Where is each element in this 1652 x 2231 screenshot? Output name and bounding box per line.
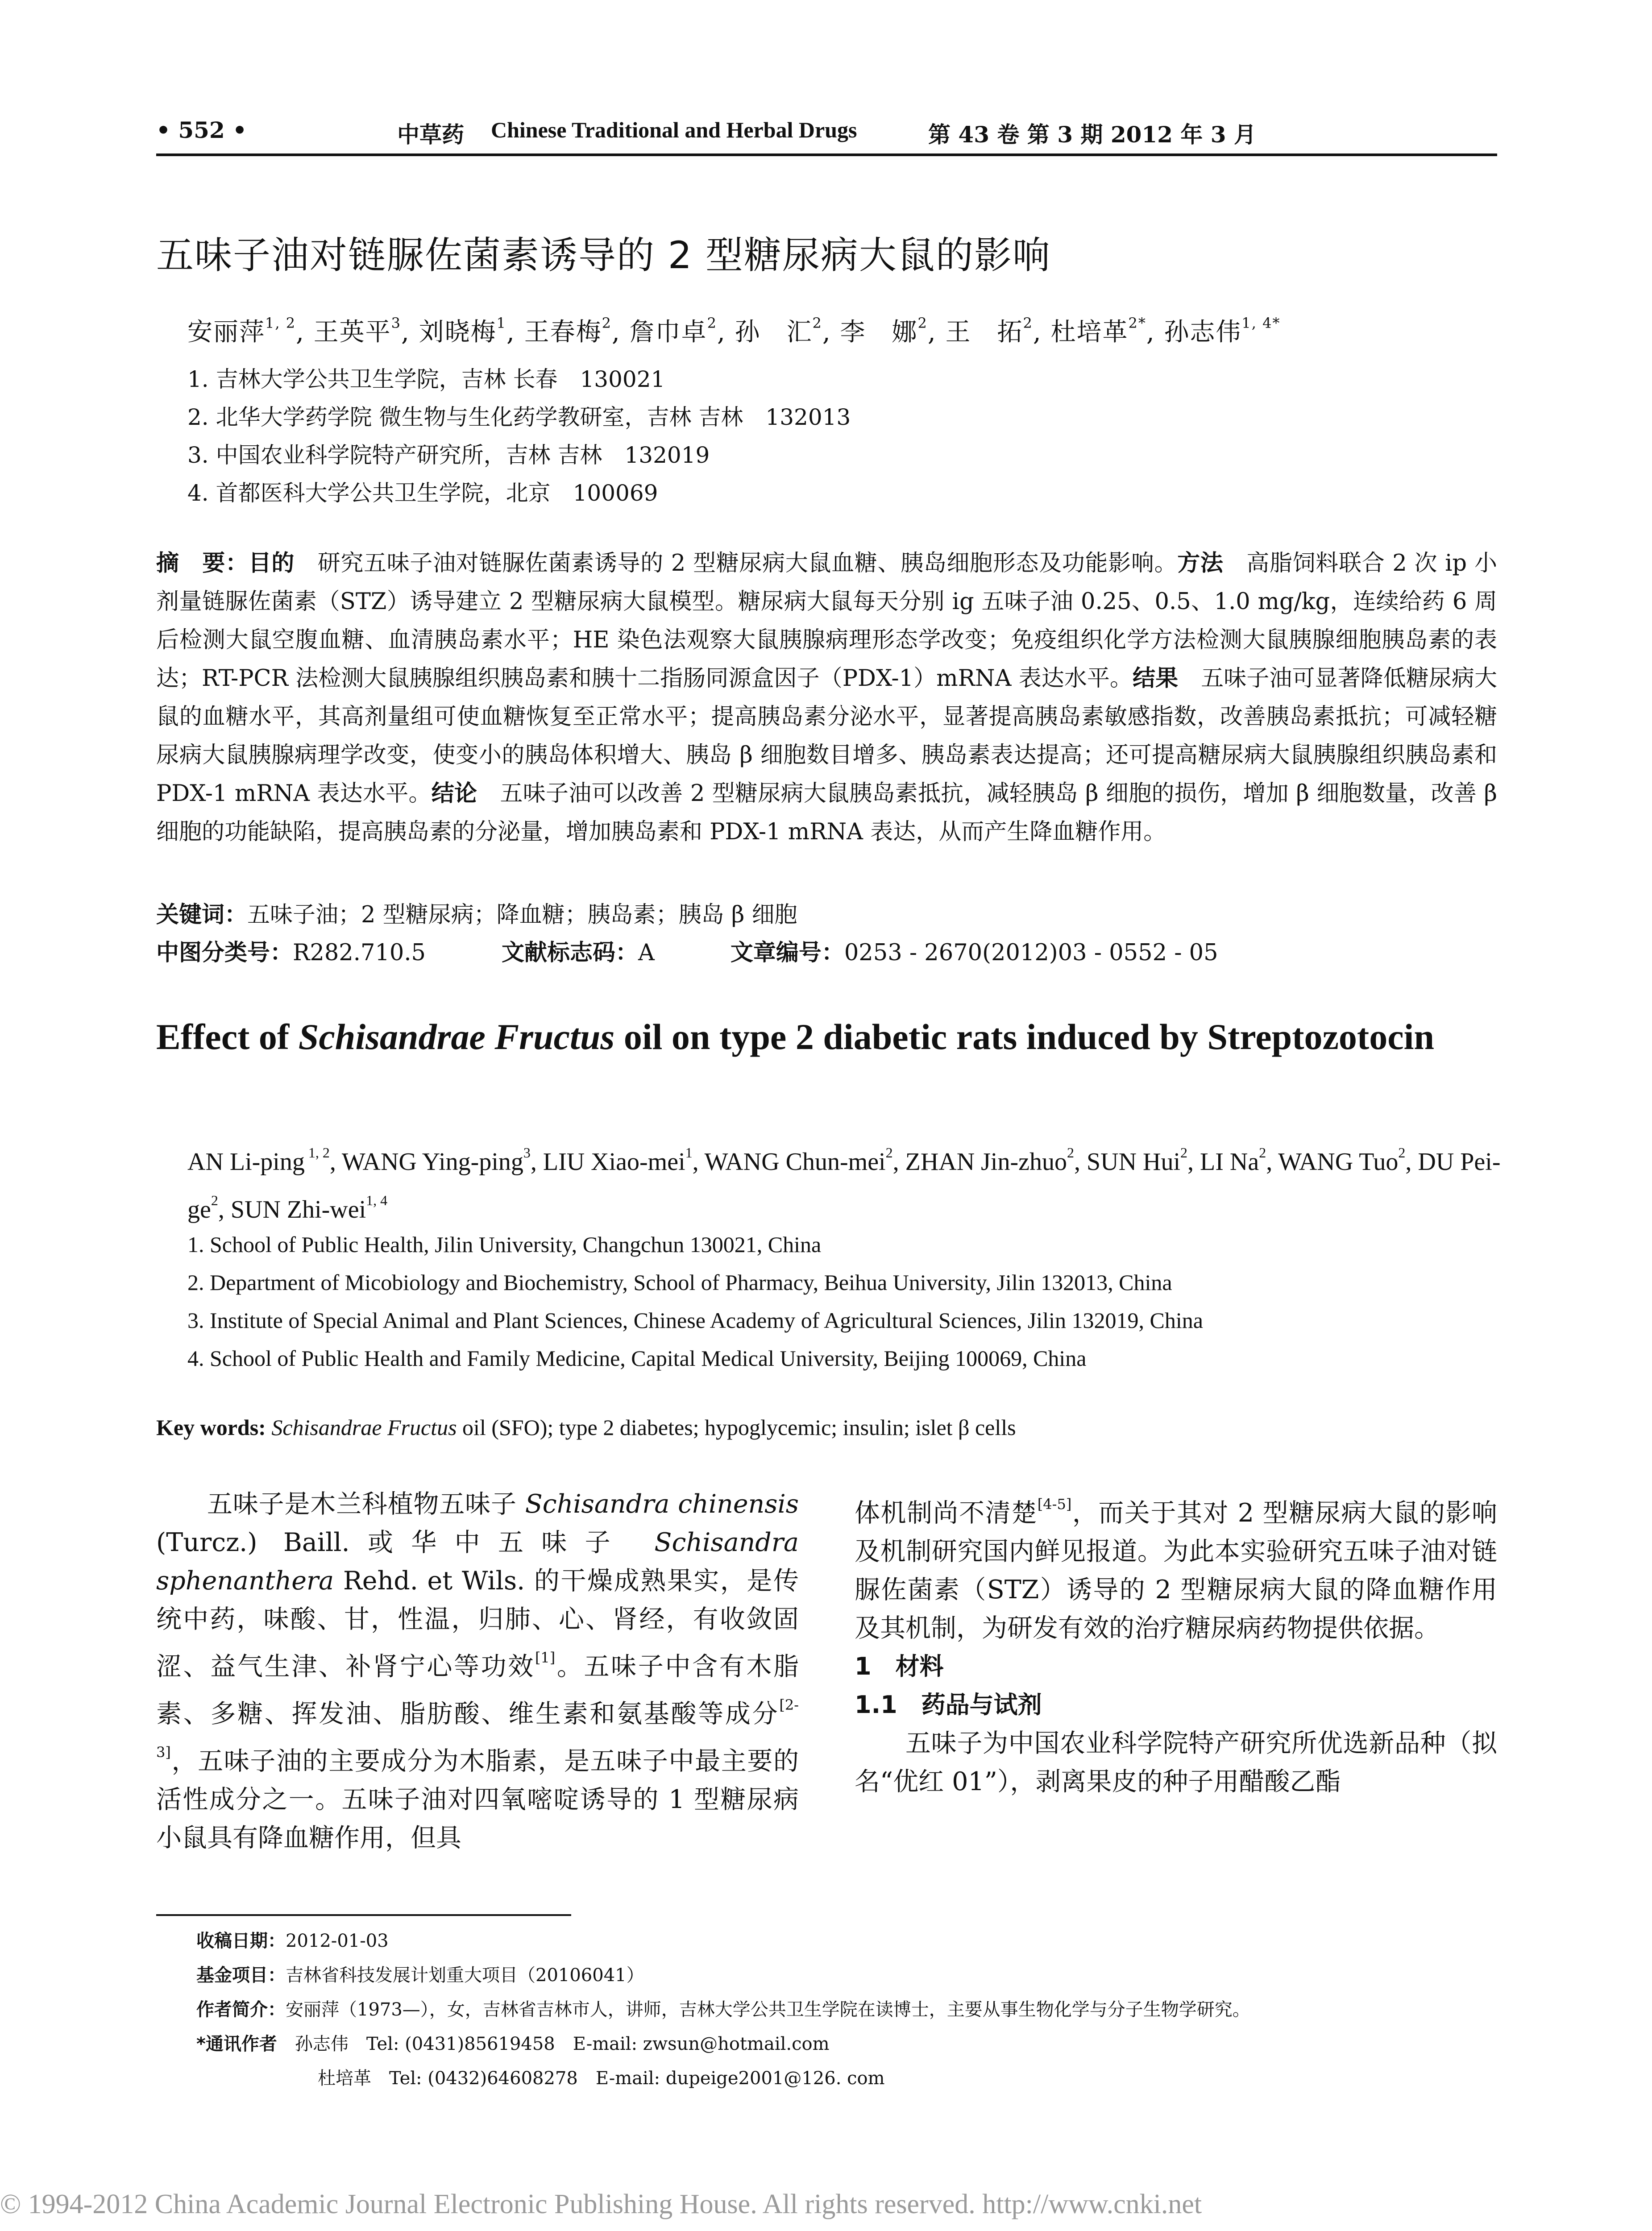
footnote-label: 基金项目： — [196, 1965, 286, 1986]
body-column-left — [156, 1485, 799, 1857]
body-text: ，五味子油的主要成分为木脂素，是五味子中最主要的活性成分之一。五味子油对四氧嘧啶诱导的 1 型糖尿病小鼠具有降血糖作用，但具 — [156, 1746, 799, 1853]
affiliation-en: 3. Institute of Special Animal and Plant Sciences, Chinese Academy of Agricultural Sciences, Jilin 132019, China — [187, 1308, 1203, 1333]
author-sup: 2 — [812, 315, 822, 332]
keywords-en-text: oil (SFO); type 2 diabetes; hypoglycemic; insulin; islet β cells — [457, 1415, 1016, 1440]
running-header — [156, 117, 1497, 153]
author-sup: 2 — [1180, 1145, 1188, 1161]
author-cn: 刘晓梅 — [419, 318, 497, 347]
footnote-bio — [196, 1995, 1250, 2021]
author-sup: 2 — [885, 1145, 893, 1161]
citation: [1] — [535, 1649, 556, 1666]
author-cn: 孙志伟 — [1164, 318, 1242, 347]
title-en-post: oil on type 2 diabetic rats induced by Streptozotocin — [614, 1016, 1435, 1057]
author-cn: 詹巾卓 — [629, 318, 707, 347]
affiliation-cn: 4. 首都医科大学公共卫生学院，北京 100069 — [187, 480, 658, 506]
body-paragraph — [156, 1485, 799, 1857]
conclusion-text: 五味子油可以改善 2 型糖尿病大鼠胰岛素抵抗，减轻胰岛 β 细胞的损伤，增加 β 细胞数量，改善 β 细胞的功能缺陷，提高胰岛素的分泌量，增加胰岛素和 PDX-1 mRNA 表达，从而产生降血糖作用。 — [156, 780, 1498, 845]
footnote-text: 吉林省科技发展计划重大项目（20106041） — [286, 1965, 644, 1986]
author-en: LI Na — [1200, 1148, 1259, 1176]
affiliation-en: 2. Department of Micobiology and Biochemistry, School of Pharmacy, Beihua University, Jilin 132013, China — [187, 1270, 1172, 1295]
author-en: SUN Zhi-wei — [230, 1196, 366, 1223]
page-number: • 552 • — [156, 117, 247, 143]
clc-label: 中图分类号： — [156, 940, 293, 966]
author-sup: 1 — [496, 315, 506, 332]
result-text: 五味子油可显著降低糖尿病大鼠的血糖水平，其高剂量组可使血糖恢复至正常水平；提高胰岛素分泌水平，显著提高胰岛素敏感指数，改善胰岛素抵抗；可减轻糖尿病大鼠胰腺病理学改变，使变小的胰岛体积增大、胰岛 β 细胞数目增多、胰岛素表达提高；还可提高糖尿病大鼠胰腺组织胰岛素和 PDX-1 mRNA 表达水平。 — [156, 665, 1497, 807]
author-cn: 安丽萍 — [187, 318, 265, 347]
affiliation-en: 1. School of Public Health, Jilin University, Changchun 130021, China — [187, 1232, 822, 1257]
footnote-text: 2012-01-03 — [286, 1931, 389, 1951]
journal-name-en: Chinese Traditional and Herbal Drugs — [491, 117, 857, 142]
author-en: ZHAN Jin-zhuo — [905, 1148, 1067, 1176]
author-sup: 1 — [685, 1145, 693, 1161]
author-sup: 2 — [1398, 1145, 1406, 1161]
author-sup: 1, 4 — [366, 1192, 388, 1208]
body-text: (Turcz.) Baill.或华中五味子 — [156, 1528, 655, 1557]
title-cn: 五味子油对链脲佐菌素诱导的 2 型糖尿病大鼠的影响 — [156, 233, 1051, 277]
keywords-en — [156, 1414, 1016, 1440]
author-sup: 1, 2 — [265, 315, 296, 332]
author-cn: 孙 汇 — [735, 318, 813, 347]
keywords-en-italic: Schisandrae Fructus — [271, 1415, 457, 1440]
author-en: LIU Xiao-mei — [543, 1148, 685, 1176]
keywords-en-label: Key words: — [156, 1415, 266, 1440]
objective-text: 研究五味子油对链脲佐菌素诱导的 2 型糖尿病大鼠血糖、胰岛细胞形态及功能影响。 — [295, 550, 1178, 576]
footnote-label: 收稿日期： — [196, 1931, 286, 1951]
footnote-text: 孙志伟 Tel: (0431)85619458 E-mail: zwsun@hotmail.com — [295, 2034, 830, 2054]
footnote-corresponding-2: 杜培革 Tel: (0432)64608278 E-mail: dupeige2001@126. com — [318, 2068, 885, 2089]
title-en — [156, 1011, 1450, 1063]
body-paragraph: 五味子为中国农业科学院特产研究所优选新品种（拟名“优红 01”），剥离果皮的种子用醋酸乙酯 — [855, 1729, 1497, 1796]
author-cn: 王英平 — [313, 318, 391, 347]
article-no-label: 文章编号： — [730, 940, 844, 966]
method-text: 高脂饲料联合 2 次 ip 小剂量链脲佐菌素（STZ）诱导建立 2 型糖尿病大鼠模型。糖尿病大鼠每天分别 ig 五味子油 0.25、0.5、1.0 mg/kg，连续给药 6 周后检测大鼠空腹血糖、血清胰岛素水平；HE 染色法观察大鼠胰腺病理形态学改变；免疫组织化学方法检测大鼠胰腺细胞胰岛素的表达；RT-PCR 法检测大鼠胰腺组织胰岛素和胰十二指肠同源盒因子（PDX-1）mRNA 表达水平。 — [156, 550, 1497, 692]
header-rule — [156, 153, 1497, 156]
article-no-value: 0253 - 2670(2012)03 - 0552 - 05 — [844, 940, 1218, 966]
journal-name-cn: 中草药 — [397, 122, 464, 148]
body-text: Rehd. et Wils. 的干燥成熟果实，是传统中药，味酸、甘，性温，归肺、心、肾经，有收敛固涩、益气生津、补肾宁心等功效 — [156, 1566, 799, 1681]
affiliation-cn: 1. 吉林大学公共卫生学院，吉林 长春 130021 — [187, 366, 665, 392]
footnote-funding — [196, 1961, 644, 1986]
section-heading: 1 材料 — [855, 1652, 944, 1680]
author-sup: 2 — [1067, 1145, 1074, 1161]
species-name: Schisandra chinensis — [525, 1489, 799, 1519]
objective-label: 目的 — [248, 550, 295, 576]
footnote-text: 安丽萍（1973—），女，吉林省吉林市人，讲师，吉林大学公共卫生学院在读博士，主要从事生物化学与分子生物学研究。 — [286, 1999, 1250, 2020]
title-en-italic: Schisandrae Fructus — [298, 1016, 615, 1057]
classification-line — [156, 934, 1218, 967]
affiliation-en: 4. School of Public Health and Family Medicine, Capital Medical University, Beijing 100069, China — [187, 1346, 1087, 1371]
body-paragraph — [855, 1485, 1497, 1647]
author-en: WANG Tuo — [1278, 1148, 1399, 1176]
doc-code-label: 文献标志码： — [501, 940, 638, 966]
species-name: Schisandra sphenanthera — [156, 1528, 799, 1596]
copyright-notice: © 1994-2012 China Academic Journal Electronic Publishing House. All rights reserved. http://www.cnki.net — [0, 2189, 1202, 2219]
author-cn: 王 拓 — [945, 318, 1023, 347]
result-label: 结果 — [1133, 665, 1179, 692]
body-text: 五味子是木兰科植物五味子 — [207, 1489, 525, 1519]
footnote-corresponding — [196, 2030, 830, 2055]
conclusion-label: 结论 — [431, 780, 477, 807]
authors-cn: 安丽萍$^{1, 2}$, 王英平$^3$, 刘晓梅$^1$, 王春梅$^2$, 詹巾卓$^2$, 孙 汇$^2$, 李 娜$^2$, 王 拓$^2$, 杜培革$^{2*}$, 孙志伟$^{1, 4*}$ — [187, 315, 1281, 347]
author-sup: 2 — [1259, 1145, 1266, 1161]
method-label: 方法 — [1177, 550, 1224, 576]
author-en: WANG Chun-mei — [704, 1148, 886, 1176]
footnote-label: *通讯作者 — [196, 2034, 277, 2054]
author-sup: 3 — [523, 1145, 531, 1161]
body-text: ，而关于其对 2 型糖尿病大鼠的影响及机制研究国内鲜见报道。为此本实验研究五味子油对链脲佐菌素（STZ）诱导的 2 型糖尿病大鼠的降血糖作用及其机制，为研发有效的治疗糖尿病药物提供依据。 — [855, 1498, 1497, 1643]
author-sup: 2 — [917, 315, 928, 332]
author-cn: 杜培革 — [1050, 318, 1129, 347]
author-sup: 2* — [1128, 315, 1146, 332]
author-sup: 3 — [391, 315, 402, 332]
author-sup: 2 — [707, 315, 717, 332]
clc-value: R282.710.5 — [293, 940, 426, 966]
body-text: 。五味子中含有木脂素、多糖、挥发油、脂肪酸、维生素和氨基酸等成分 — [156, 1652, 799, 1729]
author-sup: 2 — [1023, 315, 1033, 332]
author-en: SUN Hui — [1087, 1148, 1181, 1176]
keywords-cn-label: 关键词： — [156, 902, 248, 928]
body-text: 体机制尚不清楚 — [855, 1498, 1038, 1528]
author-en: WANG Ying-ping — [341, 1148, 523, 1176]
footnote-label: 作者简介： — [196, 1999, 286, 2020]
title-en-pre: Effect of — [156, 1016, 299, 1057]
author-cn: 王春梅 — [524, 318, 602, 347]
author-en: DU Pei-ge — [187, 1148, 1501, 1223]
citation: [2-3] — [156, 1696, 799, 1761]
subsection-heading: 1.1 药品与试剂 — [855, 1691, 1042, 1719]
footnote-rule — [156, 1914, 571, 1916]
doc-code-value: A — [638, 940, 655, 966]
abstract-cn — [156, 544, 1497, 851]
affiliation-cn: 3. 中国农业科学院特产研究所，吉林 吉林 132019 — [187, 442, 710, 468]
keywords-cn — [156, 896, 797, 929]
abstract-label: 摘 要： — [156, 550, 249, 576]
author-en: AN Li-ping — [187, 1148, 305, 1176]
affiliation-cn: 2. 北华大学药学院 微生物与生化药学教研室，吉林 吉林 132013 — [187, 404, 851, 430]
citation: [4-5] — [1037, 1496, 1072, 1513]
body-column-right — [855, 1485, 1497, 1801]
authors-en: AN Li-ping $^{1, 2}$, WANG Ying-ping$^3$, LIU Xiao-mei$^1$, WANG Chun-mei$^2$, ZHAN Jin-zhuo$^2$, SUN Hui$^2$, LI Na$^2$, WANG Tuo$^2$, DU Pei-$ge^2$, SUN Zhi-wei$^{1, 4}$ — [187, 1145, 1501, 1223]
author-sup: 1, 4* — [1241, 315, 1281, 332]
author-sup: 1, 2 — [304, 1145, 330, 1161]
author-sup: 2 — [602, 315, 612, 332]
keywords-cn-text: 五味子油；2 型糖尿病；降血糖；胰岛素；胰岛 β 细胞 — [247, 902, 797, 928]
author-cn: 李 娜 — [840, 318, 918, 347]
footnote-received — [196, 1927, 389, 1952]
issue-info: 第 43 卷 第 3 期 2012 年 3 月 — [928, 121, 1256, 148]
author-sup: 2 — [211, 1192, 218, 1208]
